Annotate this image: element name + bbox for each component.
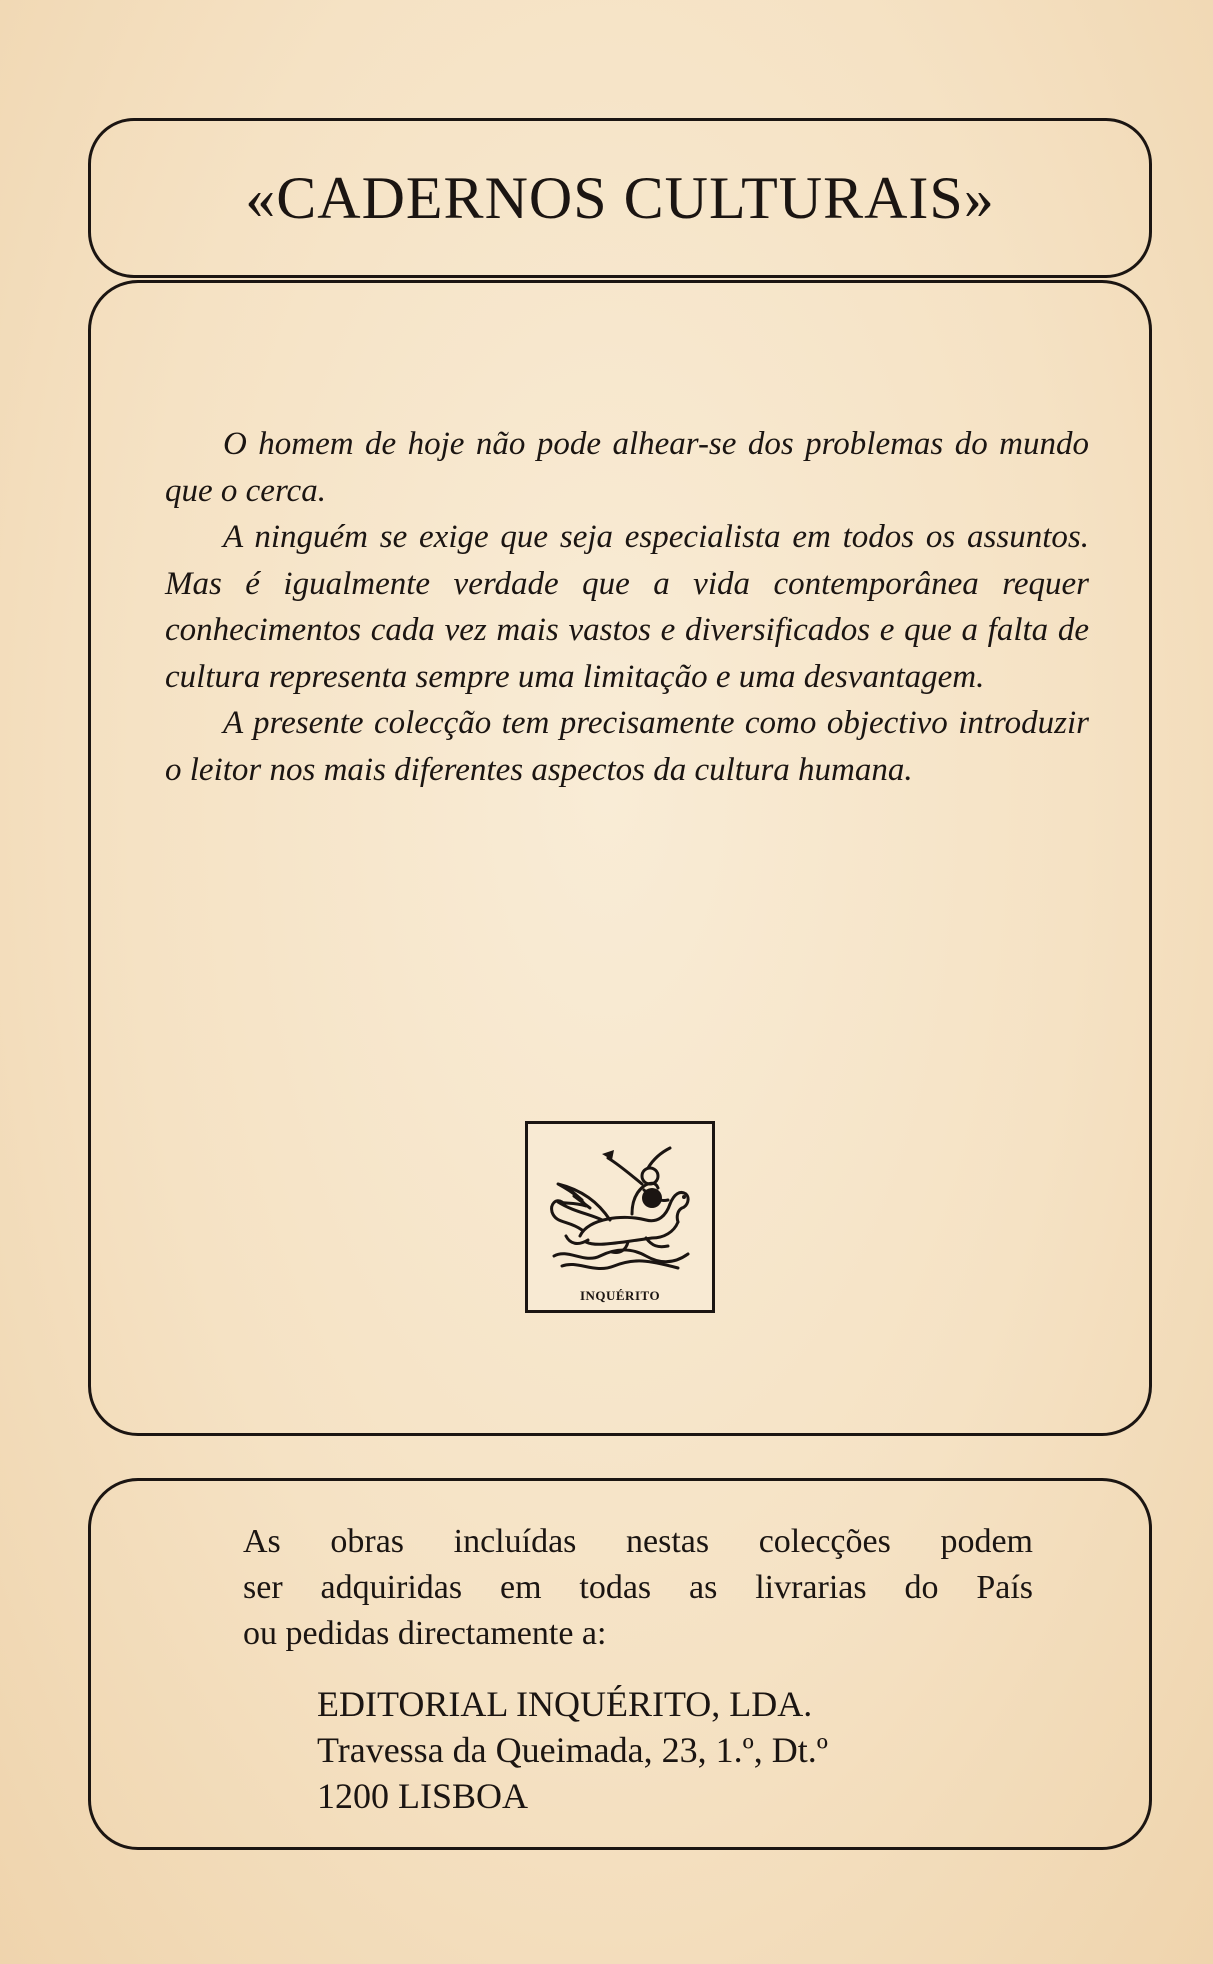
city: 1200 LISBOA [317, 1776, 529, 1816]
description-paragraph: A presente colecção tem precisamente como objectivo introduzir o leitor nos mais diferentes aspectos da cultura humana. [165, 705, 1089, 788]
description-paragraph: A ninguém se exige que seja especialista em todos os assuntos. Mas é igualmente verdade que a vida contemporânea requer conhecimentos cada vez mais vastos e diversificados e que a falta de cultura representa sempre uma limitação e uma desvantagem. [165, 519, 1089, 695]
ordering-info-line: ser adquiridas em todas as livrarias do País [243, 1569, 1033, 1606]
street-address: Travessa da Queimada, 23, 1.º, Dt.º [317, 1730, 828, 1770]
ordering-info-box [88, 1478, 1152, 1850]
ordering-info-line: ou pedidas directamente a: [243, 1615, 607, 1652]
series-description [165, 421, 1089, 793]
series-description-box [88, 280, 1152, 1436]
description-paragraph: O homem de hoje não pode alhear-se dos problemas do mundo que o cerca. [165, 426, 1089, 509]
ordering-info-line: As obras incluídas nestas colecções podem [243, 1523, 1033, 1560]
publisher-logo [525, 1121, 715, 1313]
publisher-address [317, 1681, 828, 1819]
pegasus-rider-icon [528, 1124, 712, 1310]
series-title-box [88, 118, 1152, 278]
publisher-name: EDITORIAL INQUÉRITO, LDA. [317, 1684, 813, 1724]
logo-label: INQUÉRITO [579, 1288, 661, 1303]
ordering-info [243, 1519, 1033, 1657]
series-title: «CADERNOS CULTURAIS» [245, 165, 995, 231]
